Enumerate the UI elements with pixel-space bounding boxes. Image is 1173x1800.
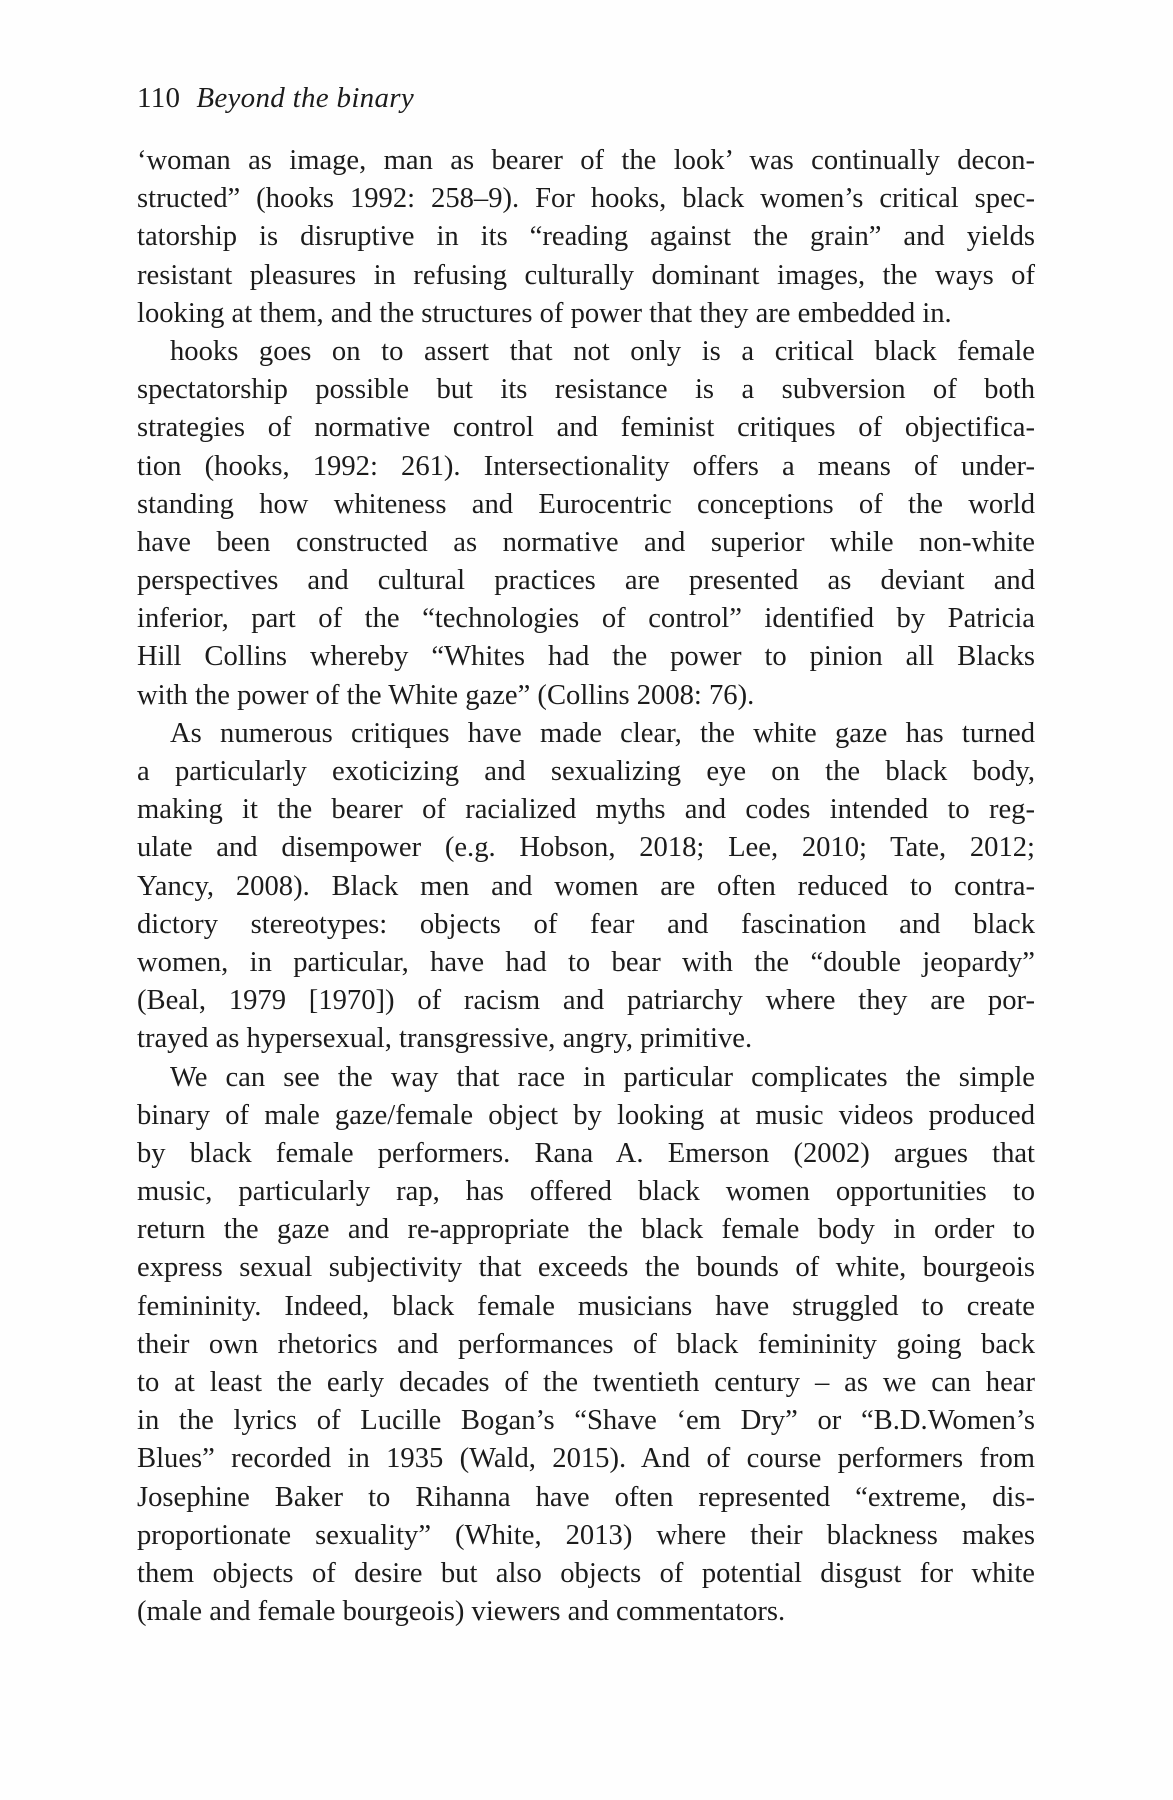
body-text: [137, 142, 1035, 1631]
text-line: tion (hooks, 1992: 261). Intersectionality offers a means of under-: [137, 450, 1035, 482]
text-line: ulate and disempower (e.g. Hobson, 2018; Lee, 2010; Tate, 2012;: [137, 832, 1035, 864]
text-line: with the power of the White gaze” (Collins 2008: 76).: [137, 679, 755, 711]
text-line: femininity. Indeed, black female musicians have struggled to create: [137, 1290, 1035, 1322]
text-line: resistant pleasures in refusing culturally dominant images, the ways of: [137, 259, 1035, 291]
text-line: As numerous critiques have made clear, the white gaze has turned: [170, 717, 1035, 749]
text-line: looking at them, and the structures of power that they are embedded in.: [137, 297, 952, 329]
page-number: 110: [137, 82, 181, 114]
text-line: (Beal, 1979 [1970]) of racism and patriarchy where they are por-: [137, 985, 1035, 1017]
text-line: a particularly exoticizing and sexualizing eye on the black body,: [137, 756, 1035, 787]
text-line: Hill Collins whereby “Whites had the power to pinion all Blacks: [137, 641, 1035, 673]
text-line: Yancy, 2008). Black men and women are often reduced to contra-: [137, 870, 1035, 902]
text-line: have been constructed as normative and superior while non-white: [137, 526, 1035, 558]
text-line: tatorship is disruptive in its “reading against the grain” and yields: [137, 221, 1035, 253]
text-line: strategies of normative control and feminist critiques of objectifica-: [137, 412, 1035, 444]
text-line: making it the bearer of racialized myths and codes intended to reg-: [137, 794, 1035, 826]
text-line: We can see the way that race in particular complicates the simple: [170, 1061, 1035, 1093]
text-line: binary of male gaze/female object by looking at music videos produced: [137, 1099, 1035, 1131]
text-line: trayed as hypersexual, transgressive, angry, primitive.: [137, 1023, 753, 1055]
text-line: ‘woman as image, man as bearer of the look’ was continually decon-: [137, 145, 1035, 176]
text-line: women, in particular, have had to bear with the “double jeopardy”: [137, 946, 1035, 978]
text-line: proportionate sexuality” (White, 2013) where their blackness makes: [137, 1519, 1035, 1551]
text-line: hooks goes on to assert that not only is a critical black female: [170, 335, 1035, 367]
text-line: perspectives and cultural practices are presented as deviant and: [137, 565, 1035, 597]
text-line: express sexual subjectivity that exceeds the bounds of white, bourgeois: [137, 1252, 1035, 1284]
text-line: standing how whiteness and Eurocentric conceptions of the world: [137, 488, 1035, 520]
running-head: [137, 80, 414, 116]
text-line: inferior, part of the “technologies of control” identified by Patricia: [137, 603, 1035, 635]
text-line: spectatorship possible but its resistance is a subversion of both: [137, 374, 1035, 406]
text-line: Blues” recorded in 1935 (Wald, 2015). And of course performers from: [137, 1443, 1035, 1475]
text-line: their own rhetorics and performances of black femininity going back: [137, 1328, 1035, 1360]
text-line: by black female performers. Rana A. Emerson (2002) argues that: [137, 1137, 1035, 1169]
text-line: in the lyrics of Lucille Bogan’s “Shave ‘em Dry” or “B.D.Women’s: [137, 1405, 1035, 1437]
text-line: (male and female bourgeois) viewers and commentators.: [137, 1596, 786, 1628]
text-line: dictory stereotypes: objects of fear and fascination and black: [137, 908, 1035, 940]
text-line: structed” (hooks 1992: 258–9). For hooks, black women’s critical spec-: [137, 183, 1035, 215]
text-line: to at least the early decades of the twentieth century – as we can hear: [137, 1367, 1035, 1398]
text-line: them objects of desire but also objects of potential disgust for white: [137, 1557, 1035, 1589]
text-line: return the gaze and re-appropriate the black female body in order to: [137, 1214, 1035, 1246]
running-title: Beyond the binary: [196, 82, 415, 114]
text-line: Josephine Baker to Rihanna have often represented “extreme, dis-: [137, 1481, 1035, 1513]
text-line: music, particularly rap, has offered black women opportunities to: [137, 1176, 1035, 1208]
